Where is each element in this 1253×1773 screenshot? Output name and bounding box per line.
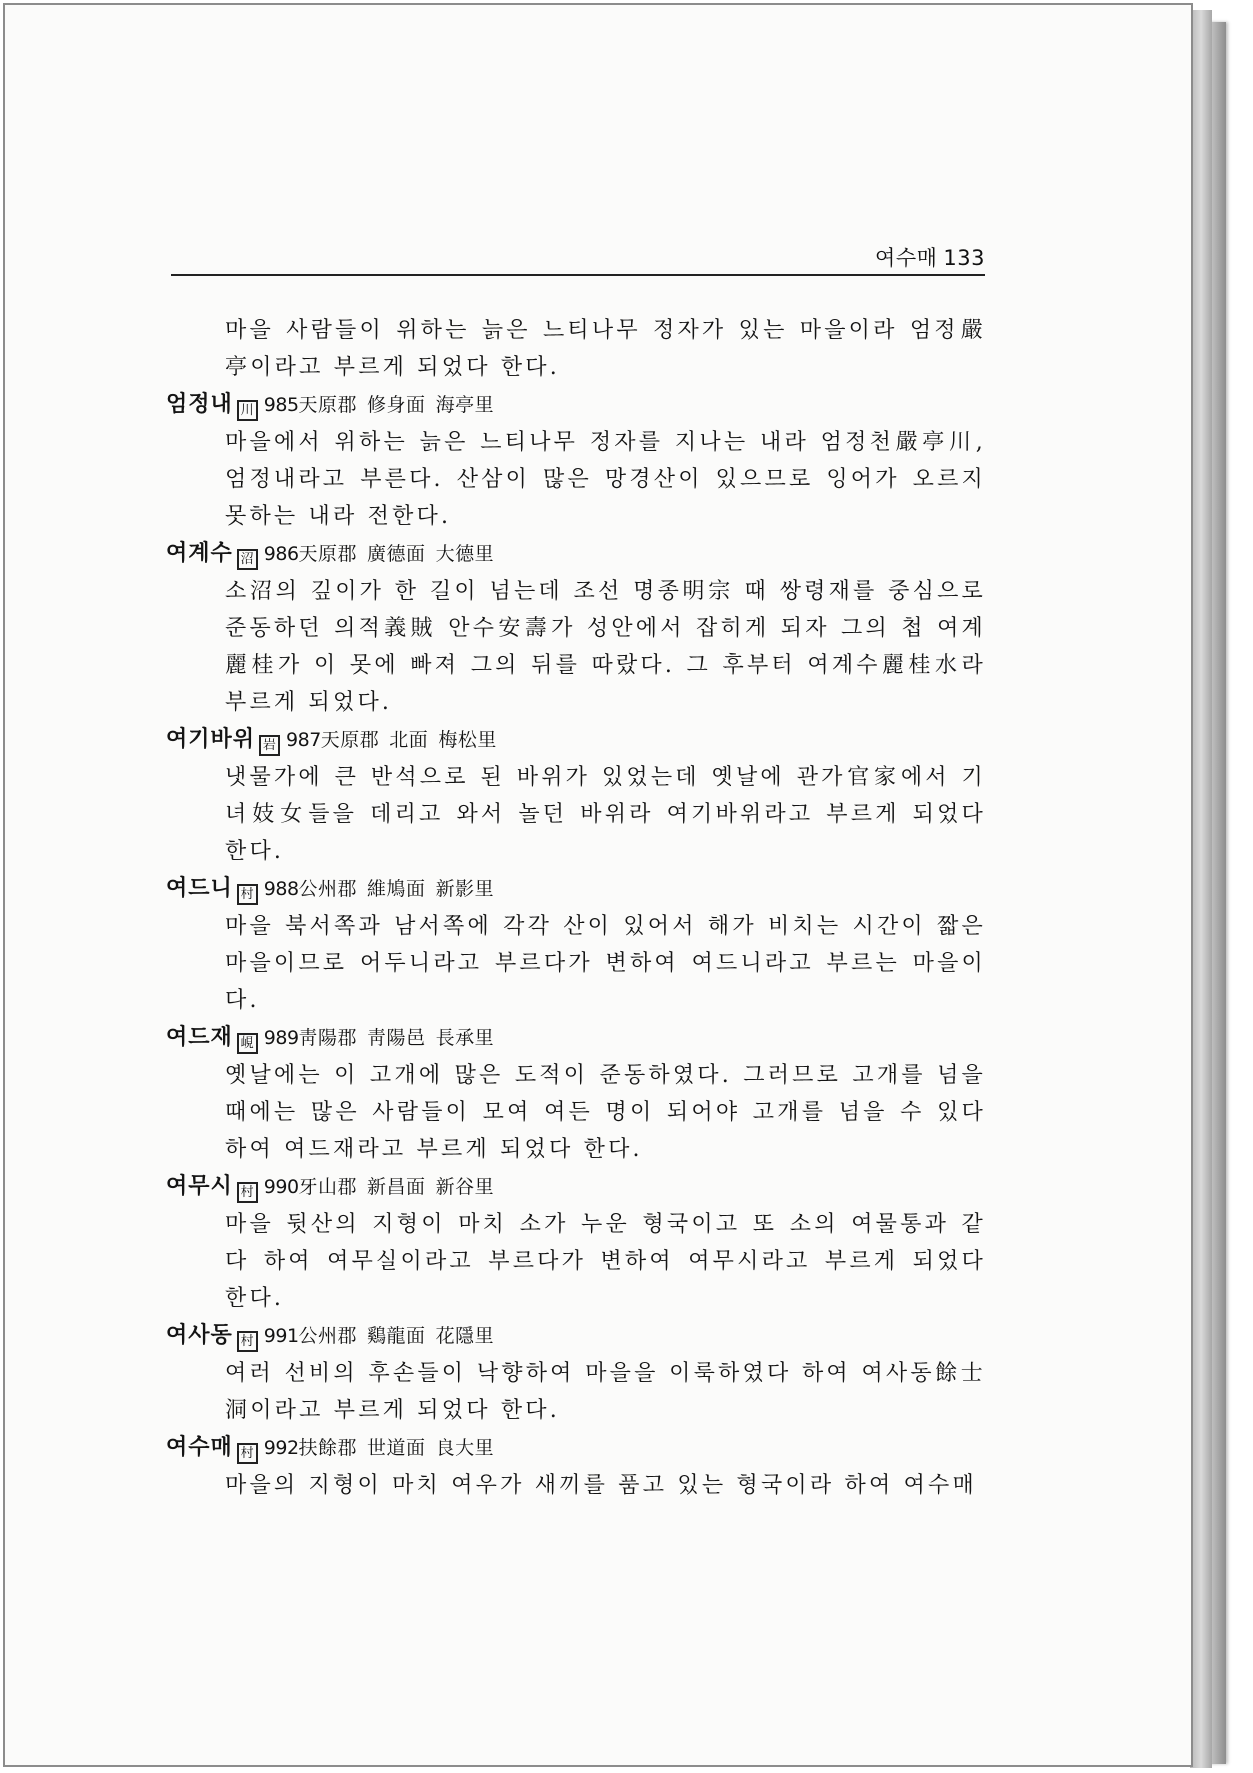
entry-village: 花隱里: [435, 1325, 495, 1347]
entry-county: 公州郡: [298, 878, 358, 900]
entry-type-mark: 村: [237, 1331, 258, 1352]
entry-type-mark: 沼: [237, 549, 258, 570]
entry-county: 牙山郡: [298, 1176, 358, 1198]
entry-headword: 엄정내: [166, 392, 233, 417]
entry-type-mark: 村: [237, 884, 258, 905]
entry: [166, 535, 986, 721]
entry-headword: 여사동: [166, 1323, 233, 1348]
entry-headword: 여계수: [166, 541, 233, 566]
entry-number: 987: [286, 729, 321, 751]
entry-description: 여러 선비의 후손들이 낙향하여 마을을 이룩하였다 하여 여사동餘士洞이라고 부르게 되었다 한다.: [225, 1361, 986, 1423]
entry-headword: 여드니: [166, 876, 233, 901]
entry-heading: [166, 1168, 986, 1206]
entry-county: 扶餘郡: [298, 1437, 358, 1459]
entry-heading: [166, 870, 986, 908]
entry-number: 986: [263, 543, 299, 565]
entry: [166, 1429, 986, 1504]
entry-village: 海亭里: [435, 394, 495, 416]
entry-village: 良大里: [435, 1437, 495, 1459]
entry-county: 公州郡: [298, 1325, 358, 1347]
running-header: [845, 242, 985, 272]
entry: [166, 1317, 986, 1429]
entry-number: 989: [263, 1027, 299, 1049]
page-body: [166, 312, 986, 1504]
page-number: 133: [943, 246, 985, 270]
entry-township: 世道面: [367, 1437, 426, 1459]
entry-type-mark: 川: [237, 400, 258, 421]
page-stack-edge-inner: [1190, 10, 1212, 1768]
entry-heading: [166, 1429, 986, 1467]
entry-heading: [166, 721, 986, 759]
entry-headword: 여드재: [166, 1025, 233, 1050]
entry-township: 新昌面: [367, 1176, 426, 1198]
entry-number: 990: [263, 1176, 299, 1198]
entry-number: 992: [263, 1437, 299, 1459]
entry-village: 新影里: [435, 878, 495, 900]
entry-township: 靑陽邑: [367, 1027, 426, 1049]
entry-description: 소沼의 깊이가 한 길이 넘는데 조선 명종明宗 때 쌍령재를 중심으로 준동하던 의적義賊 안수安壽가 성안에서 잡히게 되자 그의 첩 여계麗桂가 이 못에 빠져 그의 뒤를 따랐다. 그 후부터 여계수麗桂水라 부르게 되었다.: [225, 579, 986, 715]
entry: [166, 1168, 986, 1317]
entry-county: 靑陽郡: [298, 1027, 358, 1049]
entry-township: 維鳩面: [367, 878, 426, 900]
entry-township: 北面: [389, 729, 429, 751]
entry-heading: [166, 535, 986, 573]
entry-village: 梅松里: [438, 729, 497, 751]
entry-description: 옛날에는 이 고개에 많은 도적이 준동하였다. 그러므로 고개를 넘을 때에는 많은 사람들이 모여 여든 명이 되어야 고개를 넘을 수 있다 하여 여드재라고 부르게 되었다 한다.: [225, 1063, 986, 1162]
entry-village: 新谷里: [435, 1176, 495, 1198]
entry-village: 長承里: [435, 1027, 495, 1049]
running-header-title: 여수매: [875, 246, 938, 270]
entry-county: 天原郡: [298, 543, 358, 565]
entry-township: 廣德面: [367, 543, 426, 565]
entry-county: 天原郡: [320, 729, 380, 751]
entry-headword: 여기바위: [166, 727, 256, 752]
entry-description: 마을에서 위하는 늙은 느티나무 정자를 지나는 내라 엄정천嚴亭川, 엄정내라고 부른다. 산삼이 많은 망경산이 있으므로 잉어가 오르지 못하는 내라 전한다.: [225, 430, 986, 529]
entry-township: 鷄龍面: [367, 1325, 426, 1347]
entry: [166, 721, 986, 870]
entry-list: [166, 386, 986, 1504]
intro-paragraph: 마을 사람들이 위하는 늙은 느티나무 정자가 있는 마을이라 엄정嚴亭이라고 부르게 되었다 한다.: [225, 318, 986, 380]
entry-number: 988: [263, 878, 299, 900]
entry-type-mark: 岩: [259, 735, 280, 756]
entry-village: 大德里: [435, 543, 495, 565]
entry-type-mark: 村: [237, 1182, 258, 1203]
entry-type-mark: 村: [237, 1443, 258, 1464]
entry-number: 985: [263, 394, 299, 416]
entry: [166, 386, 986, 535]
entry-headword: 여무시: [166, 1174, 233, 1199]
entry-heading: [166, 1019, 986, 1057]
entry-type-mark: 峴: [237, 1033, 258, 1054]
entry-description: 마을 북서쪽과 남서쪽에 각각 산이 있어서 해가 비치는 시간이 짧은 마을이므로 어두니라고 부르다가 변하여 여드니라고 부르는 마을이다.: [225, 914, 986, 1013]
entry: [166, 870, 986, 1019]
entry-description: 마을 뒷산의 지형이 마치 소가 누운 형국이고 또 소의 여물통과 같다 하여 여무실이라고 부르다가 변하여 여무시라고 부르게 되었다 한다.: [225, 1212, 986, 1311]
entry-heading: [166, 1317, 986, 1355]
header-rule: [171, 274, 985, 276]
entry: [166, 1019, 986, 1168]
entry-county: 天原郡: [298, 394, 358, 416]
entry-description: 냇물가에 큰 반석으로 된 바위가 있었는데 옛날에 관가官家에서 기녀妓女들을 데리고 와서 놀던 바위라 여기바위라고 부르게 되었다 한다.: [225, 765, 986, 864]
entry-description: 마을의 지형이 마치 여우가 새끼를 품고 있는 형국이라 하여 여수매: [225, 1473, 977, 1498]
entry-township: 修身面: [367, 394, 426, 416]
entry-headword: 여수매: [166, 1435, 233, 1460]
entry-heading: [166, 386, 986, 424]
entry-number: 991: [263, 1325, 299, 1347]
